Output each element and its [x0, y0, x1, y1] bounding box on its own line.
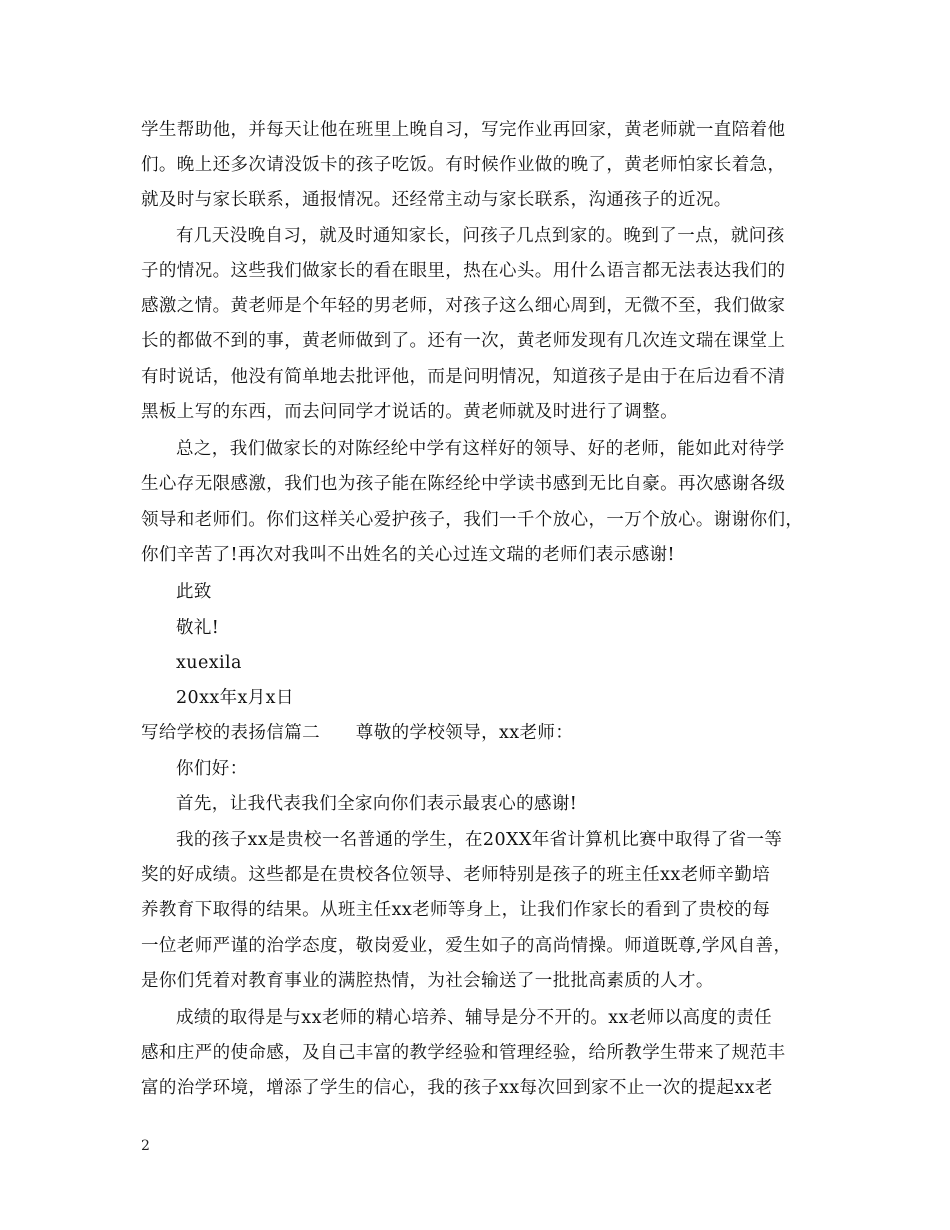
body-line: 学生帮助他，并每天让他在班里上晚自习，写完作业再回家，黄老师就一直陪着他: [141, 120, 786, 140]
body-line: 奖的好成绩。这些都是在贵校各位领导、老师特别是孩子的班主任xx老师辛勤培: [141, 865, 771, 885]
body-line: 感激之情。黄老师是个年轻的男老师，对孩子这么细心周到，无微不至，我们做家: [141, 296, 786, 316]
body-line: 领导和老师们。你们这样关心爱护孩子，我们一千个放心，一万个放心。谢谢你们，: [141, 510, 804, 530]
greeting: 你们好：: [176, 759, 248, 779]
body-line: 生心存无限感激，我们也为孩子能在陈经纶中学读书感到无比自豪。再次感谢各级: [141, 474, 786, 494]
signature: xuexila: [176, 653, 242, 673]
body-line: 们。晚上还多次请没饭卡的孩子吃饭。有时候作业做的晚了，黄老师怕家长着急，: [141, 155, 786, 175]
body-line: 有时说话，他没有简单地去批评他，而是问明情况，知道孩子是由于在后边看不清: [141, 367, 786, 387]
body-line: 感和庄严的使命感，及自己丰富的教学经验和管理经验，给所教学生带来了规范丰: [141, 1043, 786, 1063]
paragraph-first-line: 有几天没晚自习，就及时通知家长，问孩子几点到家的。晚到了一点，就问孩: [176, 226, 785, 246]
section-heading: 写给学校的表扬信篇二 尊敬的学校领导，xx老师：: [141, 723, 574, 743]
body-line: 一位老师严谨的治学态度，敬岗爱业，爱生如子的高尚情操。师道既尊,学风自善，: [141, 936, 792, 956]
date-line: 20xx年x月x日: [176, 688, 294, 708]
body-line: 你们辛苦了!再次对我叫不出姓名的关心过连文瑞的老师们表示感谢!: [141, 545, 675, 565]
paragraph-first-line: 总之，我们做家长的对陈经纶中学有这样好的领导、好的老师，能如此对待学: [176, 439, 785, 459]
page-number: 2: [141, 1138, 150, 1154]
body-line: 养教育下取得的结果。从班主任xx老师等身上，让我们作家长的看到了贵校的每: [141, 900, 771, 920]
body-line: 子的情况。这些我们做家长的看在眼里，热在心头。用什么语言都无法表达我们的: [141, 261, 786, 281]
body-line: 长的都做不到的事，黄老师做到了。还有一次，黄老师发现有几次连文瑞在课堂上: [141, 331, 786, 351]
body-line: 黑板上写的东西，而去问同学才说话的。黄老师就及时进行了调整。: [141, 402, 678, 422]
body-line: 就及时与家长联系，通报情况。还经常主动与家长联系，沟通孩子的近况。: [141, 190, 732, 210]
closing-salutation: 此致: [176, 582, 212, 602]
closing-regards: 敬礼!: [176, 618, 220, 638]
paragraph-first-line: 首先，让我代表我们全家向你们表示最衷心的感谢!: [176, 794, 578, 814]
body-line: 富的治学环境，增添了学生的信心，我的孩子xx每次回到家不止一次的提起xx老: [141, 1078, 773, 1098]
paragraph-first-line: 我的孩子xx是贵校一名普通的学生，在20XX年省计算机比赛中取得了省一等: [176, 830, 783, 850]
paragraph-first-line: 成绩的取得是与xx老师的精心培养、辅导是分不开的。xx老师以高度的责任: [176, 1008, 772, 1028]
body-line: 是你们凭着对教育事业的满腔热情，为社会输送了一批批高素质的人才。: [141, 971, 714, 991]
